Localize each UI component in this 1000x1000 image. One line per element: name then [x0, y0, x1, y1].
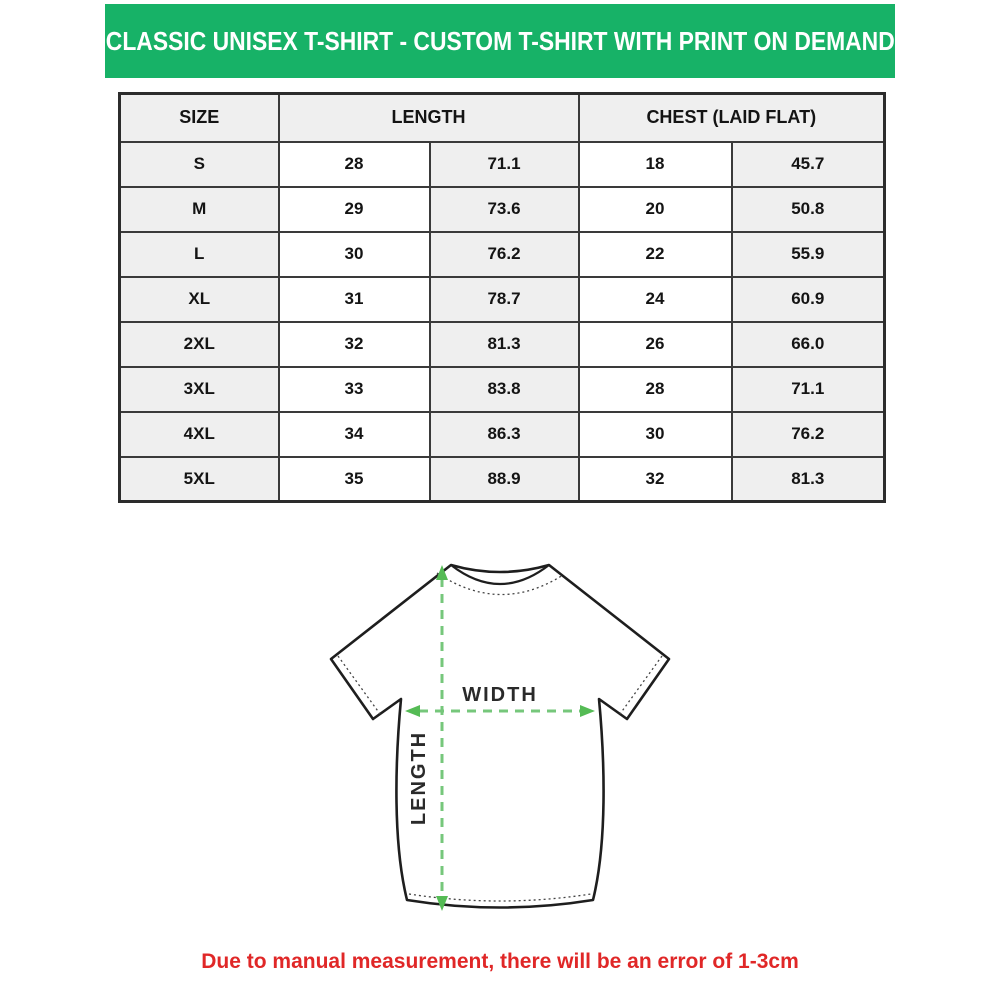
size-cell: M	[120, 187, 279, 232]
chest-cm-cell: 71.1	[732, 367, 885, 412]
table-row	[120, 367, 885, 412]
table-row	[120, 412, 885, 457]
measurement-error-note: Due to manual measurement, there will be an error of 1-3cm	[201, 950, 799, 973]
chest-cm-cell: 45.7	[732, 142, 885, 187]
size-chart-table	[118, 92, 886, 503]
chest-cm-cell: 50.8	[732, 187, 885, 232]
page-title: CLASSIC UNISEX T-SHIRT - CUSTOM T-SHIRT WITH PRINT ON DEMAND	[105, 25, 895, 56]
chest-in-cell: 26	[579, 322, 732, 367]
size-cell: 5XL	[120, 457, 279, 502]
length-in-cell: 35	[279, 457, 430, 502]
chest-in-cell: 18	[579, 142, 732, 187]
length-cm-cell: 81.3	[430, 322, 579, 367]
length-in-cell: 28	[279, 142, 430, 187]
length-cm-cell: 71.1	[430, 142, 579, 187]
chest-cm-cell: 76.2	[732, 412, 885, 457]
table-row	[120, 187, 885, 232]
length-cm-cell: 83.8	[430, 367, 579, 412]
chest-in-cell: 20	[579, 187, 732, 232]
size-chart	[118, 92, 884, 503]
table-header-row	[120, 94, 885, 142]
tshirt-measurement-diagram	[329, 553, 671, 925]
length-cm-cell: 86.3	[430, 412, 579, 457]
table-row	[120, 457, 885, 502]
length-in-cell: 30	[279, 232, 430, 277]
chest-cm-cell: 66.0	[732, 322, 885, 367]
column-header-size: SIZE	[120, 94, 279, 142]
chest-in-cell: 22	[579, 232, 732, 277]
size-cell: 2XL	[120, 322, 279, 367]
size-cell: S	[120, 142, 279, 187]
chest-cm-cell: 60.9	[732, 277, 885, 322]
length-in-cell: 34	[279, 412, 430, 457]
length-in-cell: 32	[279, 322, 430, 367]
chest-in-cell: 32	[579, 457, 732, 502]
chest-cm-cell: 55.9	[732, 232, 885, 277]
table-row	[120, 232, 885, 277]
column-header-chest: CHEST (LAID FLAT)	[579, 94, 885, 142]
chest-in-cell: 28	[579, 367, 732, 412]
table-row	[120, 322, 885, 367]
length-cm-cell: 76.2	[430, 232, 579, 277]
length-in-cell: 31	[279, 277, 430, 322]
chest-in-cell: 24	[579, 277, 732, 322]
table-row	[120, 142, 885, 187]
size-cell: XL	[120, 277, 279, 322]
table-row	[120, 277, 885, 322]
length-in-cell: 29	[279, 187, 430, 232]
chest-in-cell: 30	[579, 412, 732, 457]
length-dimension-label: LENGTH	[408, 730, 430, 826]
length-cm-cell: 88.9	[430, 457, 579, 502]
column-header-length: LENGTH	[279, 94, 579, 142]
tshirt-outline-shape	[331, 565, 669, 908]
length-cm-cell: 78.7	[430, 277, 579, 322]
chest-cm-cell: 81.3	[732, 457, 885, 502]
size-cell: 3XL	[120, 367, 279, 412]
width-dimension-label: WIDTH	[462, 684, 538, 706]
size-cell: L	[120, 232, 279, 277]
length-cm-cell: 73.6	[430, 187, 579, 232]
size-cell: 4XL	[120, 412, 279, 457]
length-in-cell: 33	[279, 367, 430, 412]
title-banner	[105, 4, 895, 78]
